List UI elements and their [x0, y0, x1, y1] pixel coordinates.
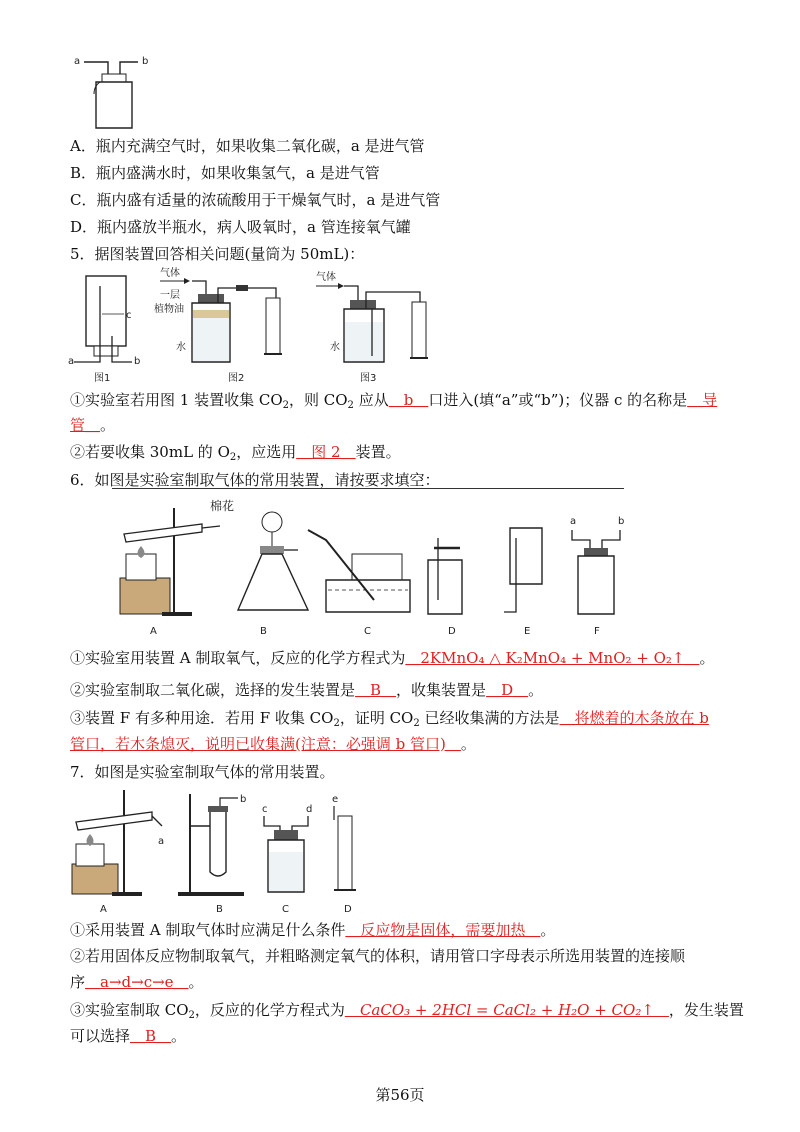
svg-text:水: 水: [330, 342, 340, 353]
svg-text:图2: 图2: [228, 373, 245, 384]
svg-text:B: B: [260, 626, 267, 637]
q5-part2: ②若要收集 30mL 的 $O_2$，应选用＿图 2＿装置。: [70, 443, 401, 463]
q6-part3-line2: 管口，若木条熄灭，说明已收集满(注意：必强调 b 管口)＿。: [70, 735, 476, 753]
q4-bottle-figure: [72, 52, 162, 134]
svg-text:b: b: [134, 356, 141, 367]
svg-text:棉花: 棉花: [210, 499, 235, 513]
svg-text:气体: 气体: [316, 272, 336, 283]
answer-q7-4: ＿B＿: [130, 1027, 172, 1045]
answer-q6-1: ＿2KMnO₄ △ K₂MnO₄ + MnO₂ + O₂↑＿: [405, 649, 700, 667]
svg-text:c: c: [126, 310, 132, 321]
q6-part1: ①实验室用装置 A 制取氧气，反应的化学方程式为＿2KMnO₄ △ K₂MnO₄ + MnO₂ + O₂↑＿。: [70, 649, 715, 667]
label-b: b: [142, 56, 149, 67]
answer-q5-3: ＿图 2＿: [296, 443, 356, 461]
q4-option-d: D．瓶内盛放半瓶水，病人吸氧时，a 管连接氧气罐: [70, 218, 411, 236]
q6-figure: [112, 488, 632, 640]
svg-text:C: C: [282, 904, 289, 915]
svg-text:e: e: [332, 794, 339, 805]
svg-text:E: E: [524, 626, 531, 637]
answer-q6-4b: 管口，若木条熄灭，说明已收集满(注意：必强调 b 管口)＿: [70, 735, 461, 753]
q7-apparatus-d: [332, 794, 356, 915]
q6-stem: 6．如图是实验室制取气体的常用装置，请按要求填空：: [70, 471, 440, 489]
q7-apparatus-a: [72, 790, 164, 915]
q7-apparatus-c: [262, 804, 312, 915]
q7-stem: 7．如图是实验室制取气体的常用装置。: [70, 763, 335, 781]
svg-text:C: C: [364, 626, 371, 637]
q6-apparatus-c: [308, 530, 410, 637]
q5-fig3-water-bottle: [316, 270, 428, 384]
svg-text:b: b: [240, 794, 247, 805]
svg-text:b: b: [618, 516, 625, 527]
answer-q6-4a: ＿将燃着的木条放在 b: [559, 709, 709, 727]
svg-text:一层: 一层: [160, 290, 180, 301]
q5-stem: 5．据图装置回答相关问题(量筒为 50mL)：: [70, 245, 365, 263]
svg-text:图1: 图1: [94, 373, 111, 384]
svg-text:a: a: [68, 356, 75, 367]
q6-apparatus-f: [570, 516, 624, 637]
q7-part3-line2: 可以选择＿B＿。: [70, 1027, 187, 1045]
answer-q5-1: ＿b＿: [388, 391, 429, 409]
q5-part1-line1: ①实验室若用图 1 装置收集 $CO_2$，则 $CO_2$ 应从＿b＿口进入(填“a”或“b”)；仪器 c 的名称是＿导: [70, 391, 718, 411]
q7-part2-line2: 序＿a→d→c→e＿。: [70, 973, 204, 991]
q7-apparatus-b: [178, 794, 246, 915]
q5-fig1-inverted-bottle: [68, 276, 140, 384]
svg-text:水: 水: [176, 342, 186, 353]
answer-q7-2: ＿a→d→c→e＿: [85, 973, 189, 991]
svg-text:植物油: 植物油: [154, 304, 184, 315]
q7-figure: [66, 786, 386, 916]
svg-text:D: D: [448, 626, 456, 637]
q5-figure: [66, 266, 446, 384]
answer-q7-3: ＿CaCO₃ + 2HCl = CaCl₂ + H₂O + CO₂↑＿: [344, 1001, 669, 1019]
q5-fig2-oil-bottle: [154, 266, 282, 384]
q5-part1-line2: 管＿。: [70, 416, 116, 434]
answer-q7-1: ＿反应物是固体，需要加热＿: [345, 921, 541, 939]
answer-q5-2b: 管＿: [70, 416, 101, 434]
q7-part2-line1: ②若用固体反应物制取氧气，并粗略测定氧气的体积，请用管口字母表示所选用装置的连接顺: [70, 947, 686, 965]
answer-q6-3: ＿D＿: [486, 681, 529, 699]
q6-part2: ②实验室制取二氧化碳，选择的发生装置是＿B＿，收集装置是＿D＿。: [70, 681, 544, 699]
q6-apparatus-a: [120, 498, 234, 637]
q4-option-c: C．瓶内盛有适量的浓硫酸用于干燥氧气时，a 是进气管: [70, 191, 441, 209]
q6-apparatus-e: [504, 528, 542, 637]
q7-part3-line1: ③实验室制取 $CO_2$，反应的化学方程式为＿CaCO₃ + 2HCl = CaCl₂ + H₂O + CO₂↑＿，发生装置: [70, 1001, 744, 1021]
q7-part1: ①采用装置 A 制取气体时应满足什么条件＿反应物是固体，需要加热＿。: [70, 921, 556, 939]
svg-text:D: D: [344, 904, 352, 915]
label-a: a: [74, 56, 81, 67]
page-number: 第56页: [375, 1086, 425, 1104]
answer-q5-2a: ＿导: [687, 391, 718, 409]
svg-text:气体: 气体: [160, 268, 180, 279]
svg-text:A: A: [150, 626, 157, 637]
q4-option-b: B．瓶内盛满水时，如果收集氢气，a 是进气管: [70, 164, 380, 182]
svg-text:A: A: [100, 904, 107, 915]
svg-text:a: a: [570, 516, 577, 527]
svg-text:c: c: [262, 804, 268, 815]
q6-part3-line1: ③装置 F 有多种用途．若用 F 收集 $CO_2$，证明 $CO_2$ 已经收集满的方法是＿将燃着的木条放在 b: [70, 709, 709, 729]
svg-text:B: B: [216, 904, 223, 915]
svg-text:图3: 图3: [360, 373, 377, 384]
svg-text:d: d: [306, 804, 313, 815]
svg-text:a: a: [158, 836, 165, 847]
q4-option-a: A．瓶内充满空气时，如果收集二氧化碳，a 是进气管: [70, 137, 425, 155]
q6-apparatus-b: [238, 512, 308, 637]
answer-q6-2: ＿B＿: [355, 681, 397, 699]
q6-apparatus-d: [428, 538, 462, 637]
svg-text:F: F: [594, 626, 600, 637]
